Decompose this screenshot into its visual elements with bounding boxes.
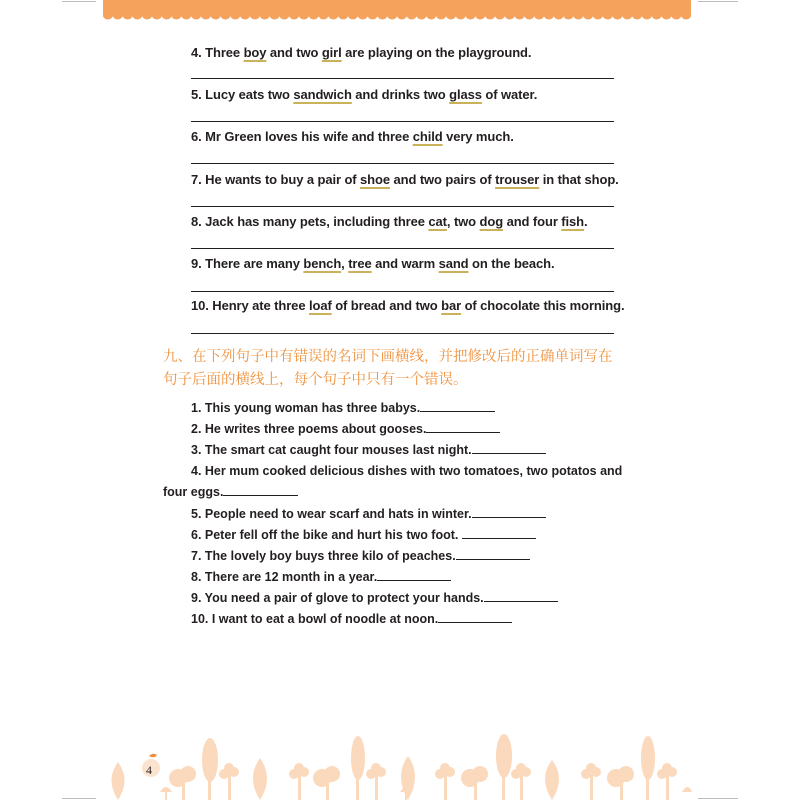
underlined-noun: sand bbox=[438, 256, 469, 271]
sentence-text: . bbox=[584, 214, 588, 229]
answer-line[interactable] bbox=[191, 163, 614, 164]
answer-blank[interactable] bbox=[472, 442, 546, 454]
section-9-heading-line1: 九、在下列句子中有错误的名词下画横线，并把修改后的正确单词写在 bbox=[163, 349, 613, 365]
crop-mark-left bbox=[62, 1, 96, 2]
sentence-item: 7. The lovely boy buys three kilo of peaches. bbox=[191, 548, 530, 564]
item-number: 4. bbox=[191, 45, 206, 60]
item-number: 7. bbox=[191, 172, 206, 187]
crop-mark-right bbox=[698, 1, 738, 2]
sentence-item: 5. People need to wear scarf and hats in winter. bbox=[191, 506, 546, 522]
sentence-item bbox=[191, 45, 531, 61]
peach-leaf-icon bbox=[149, 754, 157, 758]
underlined-noun: tree bbox=[348, 256, 372, 271]
answer-blank[interactable] bbox=[456, 548, 530, 560]
answer-line[interactable] bbox=[191, 206, 614, 207]
sentence-text: and two bbox=[266, 45, 322, 60]
crop-mark-bottom-left bbox=[62, 798, 96, 799]
page-number: 4 bbox=[146, 763, 152, 777]
answer-line[interactable] bbox=[191, 291, 614, 292]
sentence-item: 3. The smart cat caught four mouses last night. bbox=[191, 442, 546, 458]
sentence-item: 2. He writes three poems about gooses. bbox=[191, 421, 500, 437]
answer-blank[interactable] bbox=[438, 611, 512, 623]
underlined-noun: glass bbox=[449, 87, 482, 102]
sentence-item: 1. This young woman has three babys. bbox=[191, 400, 495, 416]
sentence-item: 6. Peter fell off the bike and hurt his two foot. bbox=[191, 527, 536, 543]
answer-line[interactable] bbox=[191, 121, 614, 122]
item-number: 9. bbox=[191, 256, 206, 271]
footer-tree-decoration bbox=[100, 730, 692, 800]
section-9-heading-line2: 句子后面的横线上，每个句子中只有一个错误。 bbox=[163, 372, 468, 388]
sentence-item: 4. Her mum cooked delicious dishes with two tomatoes, two potatos and bbox=[191, 464, 623, 478]
underlined-noun: dog bbox=[479, 214, 504, 229]
sentence-item bbox=[191, 298, 624, 314]
sentence-text: of bread and two bbox=[331, 298, 442, 313]
answer-line[interactable] bbox=[191, 78, 614, 79]
sentence-item bbox=[191, 214, 588, 230]
answer-blank[interactable] bbox=[472, 506, 546, 518]
sentence-item bbox=[191, 87, 537, 103]
item-number: 5. bbox=[191, 87, 206, 102]
answer-blank[interactable] bbox=[420, 400, 495, 412]
sentence-text: are playing on the playground. bbox=[341, 45, 532, 60]
sentence-item: 8. There are 12 month in a year. bbox=[191, 569, 451, 585]
underlined-noun: loaf bbox=[308, 298, 332, 313]
answer-line[interactable] bbox=[191, 333, 614, 334]
sentence-text: Lucy eats two bbox=[205, 87, 294, 102]
top-decorative-band bbox=[103, 0, 691, 22]
item-number: 8. bbox=[191, 214, 206, 229]
sentence-text: and warm bbox=[371, 256, 439, 271]
sentence-text: and four bbox=[503, 214, 562, 229]
answer-line[interactable] bbox=[191, 248, 614, 249]
underlined-noun: bar bbox=[441, 298, 462, 313]
sentence-text: Mr Green loves his wife and three bbox=[205, 129, 413, 144]
underlined-noun: boy bbox=[243, 45, 267, 60]
sentence-text: Henry ate three bbox=[212, 298, 309, 313]
sentence-item-continued: four eggs. bbox=[163, 484, 298, 500]
underlined-noun: girl bbox=[321, 45, 342, 60]
sentence-item bbox=[191, 256, 555, 272]
crop-mark-bottom-right bbox=[698, 798, 738, 799]
underlined-noun: child bbox=[412, 129, 443, 144]
underlined-noun: trouser bbox=[495, 172, 540, 187]
sentence-item bbox=[191, 129, 514, 145]
sentence-text: There are many bbox=[205, 256, 304, 271]
sentence-text: in that shop. bbox=[539, 172, 619, 187]
sentence-text: He wants to buy a pair of bbox=[205, 172, 361, 187]
answer-blank[interactable] bbox=[462, 527, 536, 539]
sentence-item: 9. You need a pair of glove to protect your hands. bbox=[191, 590, 558, 606]
sentence-text: Jack has many pets, including three bbox=[205, 214, 429, 229]
item-number: 10. bbox=[191, 298, 213, 313]
underlined-noun: bench bbox=[303, 256, 342, 271]
answer-blank[interactable] bbox=[377, 569, 451, 581]
sentence-item bbox=[191, 172, 619, 188]
sentence-text: Three bbox=[205, 45, 244, 60]
answer-blank[interactable] bbox=[426, 421, 500, 433]
sentence-text: and drinks two bbox=[351, 87, 450, 102]
sentence-text: , two bbox=[446, 214, 480, 229]
answer-blank[interactable] bbox=[223, 484, 298, 496]
sentence-text: , bbox=[341, 256, 349, 271]
sentence-text: and two pairs of bbox=[389, 172, 496, 187]
item-number: 6. bbox=[191, 129, 206, 144]
underlined-noun: cat bbox=[428, 214, 447, 229]
sentence-text: of chocolate this morning. bbox=[461, 298, 625, 313]
answer-blank[interactable] bbox=[484, 590, 558, 602]
underlined-noun: shoe bbox=[360, 172, 390, 187]
underlined-noun: sandwich bbox=[293, 87, 352, 102]
sentence-text: on the beach. bbox=[468, 256, 555, 271]
sentence-item: 10. I want to eat a bowl of noodle at noon. bbox=[191, 611, 512, 627]
sentence-text: of water. bbox=[481, 87, 538, 102]
underlined-noun: fish bbox=[561, 214, 585, 229]
sentence-text: very much. bbox=[442, 129, 514, 144]
